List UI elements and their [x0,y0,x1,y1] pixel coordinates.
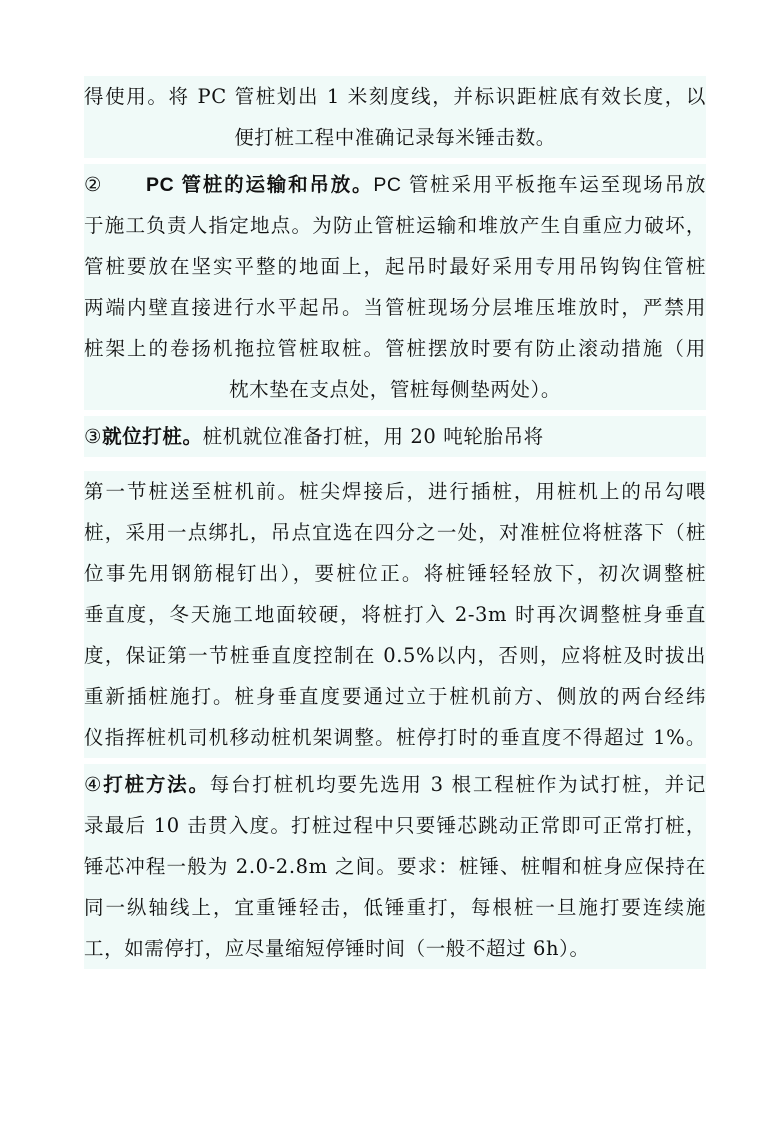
section-3-heading: 就位打桩。 [102,425,203,448]
section-3-marker: ③ [84,425,103,448]
section-4-line-2: 录最后 10 击贯入度。打桩过程中只要锤芯跳动正常即可正常打桩， [84,814,706,837]
section-2-line-5: 桩架上的卷扬机拖拉管桩取桩。管桩摆放时要有防止滚动措施（用 [84,337,706,360]
section-3-line-6: 度，保证第一节桩垂直度控制在 0.5%以内，否则，应将桩及时拔出 [84,644,706,667]
section-3-line-3: 桩，采用一点绑扎，吊点宜选在四分之一处，对准桩位将桩落下（桩 [84,521,706,544]
section-3-line-1 [84,416,706,457]
section-3-line-7: 重新插桩施打。桩身垂直度要通过立于桩机前方、侧放的两台经纬 [84,685,706,708]
section-4-line-3: 锤芯冲程一般为 2.0-2.8m 之间。要求：桩锤、桩帽和桩身应保持在 [84,855,706,878]
section-4-line-4: 同一纵轴线上，宜重锤轻击，低锤重打，每根桩一旦施打要连续施 [84,896,706,919]
section-2-line-1-text: PC 管桩采用平板拖车运至现场吊放 [373,174,706,196]
section-2-line-2: 于施工负责人指定地点。为防止管桩运输和堆放产生自重应力破坏， [84,214,706,237]
section-2-line-1 [84,164,706,205]
section-4-line-1 [84,764,706,805]
document-body [84,76,706,969]
section-2-line-6: 枕木垫在支点处，管桩每侧垫两处）。 [229,378,561,401]
section-4-heading: 打桩方法。 [103,773,210,796]
section-2-marker: ② [84,173,103,196]
section-3-line-8: 仪指挥桩机司机移动桩机架调整。桩停打时的垂直度不得超过 1%。 [84,726,706,749]
section-2-line-4: 两端内壁直接进行水平起吊。当管桩现场分层堆压堆放时，严禁用 [84,296,706,319]
section-2-line-3: 管桩要放在坚实平整的地面上，起吊时最好采用专用吊钩钩住管桩 [84,255,706,278]
intro-line-2: 便打桩工程中准确记录每米锤击数。 [234,126,556,149]
section-4-line-1-text: 每台打桩机均要先选用 3 根工程桩作为试打桩，并记 [209,773,706,796]
section-3-line-5: 垂直度，冬天施工地面较硬，将桩打入 2-3m 时再次调整桩身垂直 [84,603,706,626]
paragraph-gap [82,457,708,471]
intro-line-1: 得使用。将 PC 管桩划出 1 米刻度线，并标识距桩底有效长度，以 [84,85,706,108]
section-4-line-5: 工，如需停打，应尽量缩短停锤时间（一般不超过 6h）。 [84,937,590,960]
section-2-heading: PC 管桩的运输和吊放。 [146,174,374,196]
section-4-marker: ④ [84,773,104,796]
section-3-line-2: 第一节桩送至桩机前。桩尖焊接后，进行插桩，用桩机上的吊勾喂 [84,480,706,503]
section-3-line-1-text: 桩机就位准备打桩，用 20 吨轮胎吊将 [202,425,544,448]
section-3-line-4: 位事先用钢筋棍钉出），要桩位正。将桩锤轻轻放下，初次调整桩 [84,562,706,585]
